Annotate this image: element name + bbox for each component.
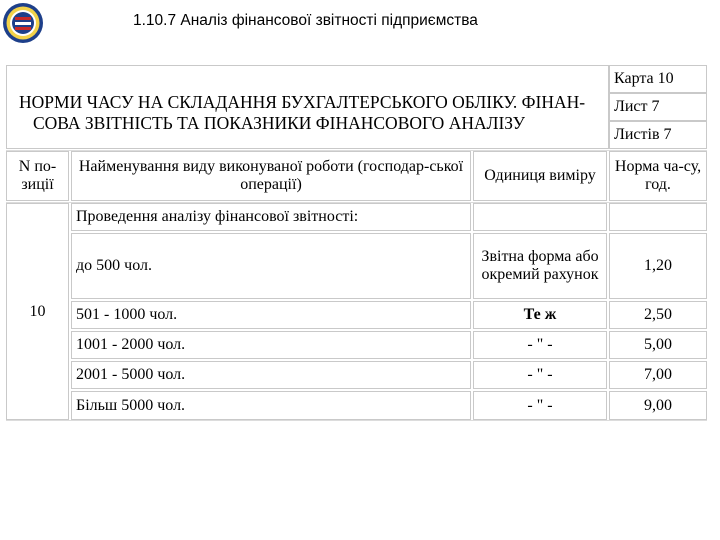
table-row-unit: Звітна форма або окремий рахунок <box>473 233 607 299</box>
table-row-unit: - " - <box>473 391 607 420</box>
row-separator <box>6 150 707 151</box>
column-header-norm: Норма ча-су, год. <box>609 151 707 201</box>
table-row-norm: 2,50 <box>609 301 707 329</box>
section-unit-empty <box>473 203 607 231</box>
table-row-unit: - " - <box>473 361 607 389</box>
row-separator <box>6 420 707 421</box>
table-row-unit: - " - <box>473 331 607 359</box>
table-row-norm: 9,00 <box>609 391 707 420</box>
table-row-name: 2001 - 5000 чол. <box>71 361 471 389</box>
column-header-position: N по-зиції <box>6 151 69 201</box>
table-row-norm: 7,00 <box>609 361 707 389</box>
university-emblem-icon <box>2 2 44 44</box>
section-label: Проведення аналізу фінансової звітності: <box>71 203 471 231</box>
table-row-name: 501 - 1000 чол. <box>71 301 471 329</box>
sheets-total: Листів 7 <box>609 121 707 149</box>
table-row-name: Більш 5000 чол. <box>71 391 471 420</box>
sheet-number: Лист 7 <box>609 93 707 121</box>
section-norm-empty <box>609 203 707 231</box>
table-row-name: 1001 - 2000 чол. <box>71 331 471 359</box>
position-number: 10 <box>6 203 69 420</box>
table-row-norm: 1,20 <box>609 233 707 299</box>
table-row-name: до 500 чол. <box>71 233 471 299</box>
slide-title: 1.10.7 Аналіз фінансової звітності підприємства <box>133 12 478 29</box>
document-title-line1: НОРМИ ЧАСУ НА СКЛАДАННЯ БУХГАЛТЕРСЬКОГО ОБЛІКУ. ФІНАН- <box>19 92 586 112</box>
document-title-line2: СОВА ЗВІТНІСТЬ ТА ПОКАЗНИКИ ФІНАНСОВОГО АНАЛІЗУ <box>33 113 526 133</box>
row-separator <box>6 202 707 203</box>
table-row-norm: 5,00 <box>609 331 707 359</box>
document-title <box>6 65 609 149</box>
table-row-unit: Те ж <box>473 301 607 329</box>
card-number: Карта 10 <box>609 65 707 93</box>
column-header-unit: Одиниця виміру <box>473 151 607 201</box>
norms-document <box>6 65 707 420</box>
column-header-work-name: Найменування виду виконуваної роботи (господар-ської операції) <box>71 151 471 201</box>
